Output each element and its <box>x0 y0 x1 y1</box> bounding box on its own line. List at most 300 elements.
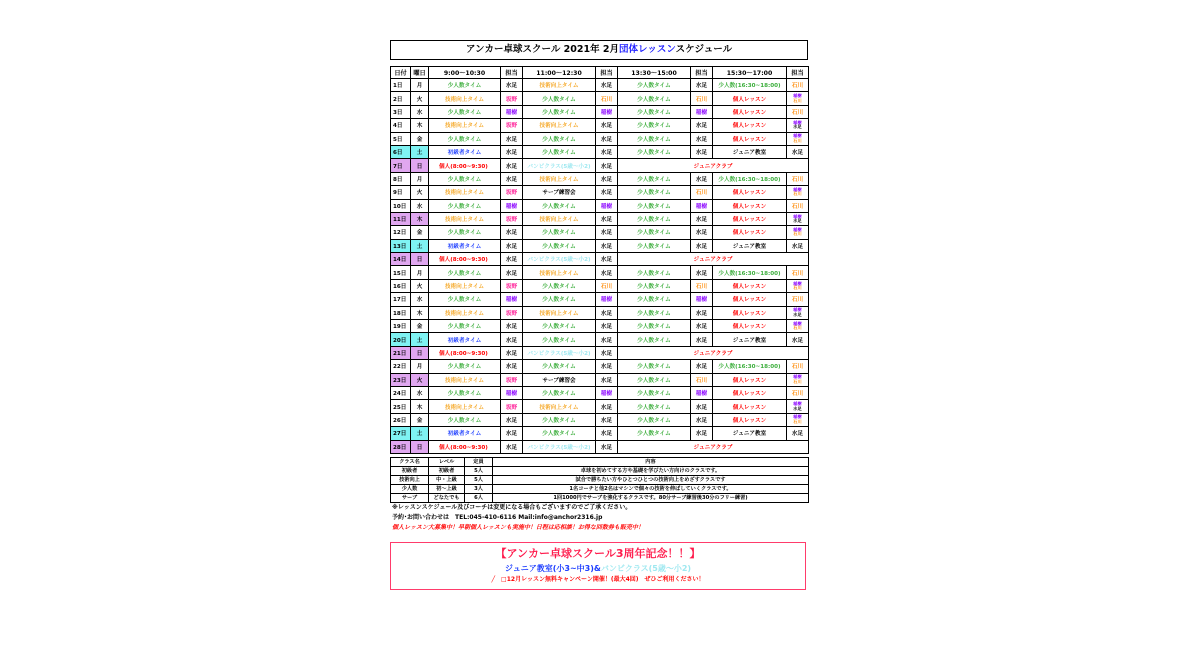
teacher-cell: 水足 <box>691 79 713 92</box>
lesson-cell: 少人数タイム <box>523 145 596 158</box>
class-info-heading: レベル <box>429 457 465 466</box>
lesson-cell: 少人数タイム <box>523 199 596 212</box>
lesson-cell: 少人数タイム <box>618 293 691 306</box>
class-info-cell: 5人 <box>465 466 493 475</box>
teacher-cell: 坂野 <box>501 400 523 413</box>
lesson-cell: 少人数タイム <box>429 266 501 279</box>
date-cell: 3日 <box>391 105 411 118</box>
teacher-cell: 坂野 <box>501 212 523 225</box>
teacher-cell: 石川 <box>787 386 809 399</box>
schedule-row <box>391 333 809 346</box>
teacher-cell: 石川 <box>691 186 713 199</box>
teacher-cell: 水足 <box>596 320 618 333</box>
teacher-cell: 水足 <box>691 212 713 225</box>
teacher-cell: 稲樹 <box>596 293 618 306</box>
lesson-cell: 少人数タイム <box>618 333 691 346</box>
teacher-name: 石川 <box>793 137 802 143</box>
date-cell: 9日 <box>391 186 411 199</box>
class-info-cell: 初～上級 <box>429 484 465 493</box>
junior-club-cell: ジュニアクラブ <box>618 346 809 359</box>
teacher-cell: 水足 <box>501 145 523 158</box>
date-cell: 19日 <box>391 320 411 333</box>
teacher-cell: 石川 <box>787 360 809 373</box>
date-cell: 14日 <box>391 253 411 266</box>
weekday-cell: 土 <box>411 145 429 158</box>
date-cell: 25日 <box>391 400 411 413</box>
schedule-row <box>391 172 809 185</box>
class-info-body <box>391 466 809 502</box>
lesson-cell: 個人レッスン <box>713 226 787 239</box>
teacher-cell <box>787 320 809 333</box>
lesson-cell: 少人数タイム <box>618 266 691 279</box>
weekday-cell: 月 <box>411 266 429 279</box>
teacher-cell <box>787 413 809 426</box>
lesson-cell: 個人レッスン <box>713 212 787 225</box>
schedule-row <box>391 226 809 239</box>
lesson-cell: 個人レッスン <box>713 199 787 212</box>
title-suffix: スケジュール <box>675 44 733 55</box>
weekday-cell: 水 <box>411 199 429 212</box>
lesson-cell: 技術向上タイム <box>429 92 501 105</box>
lesson-cell: 少人数タイム <box>618 186 691 199</box>
teacher-cell: 水足 <box>501 320 523 333</box>
lesson-cell: 少人数タイム <box>618 306 691 319</box>
teacher-cell: 坂野 <box>501 186 523 199</box>
teacher-cell: 石川 <box>787 105 809 118</box>
lesson-cell: 少人数タイム <box>618 320 691 333</box>
lesson-cell: 少人数タイム <box>523 386 596 399</box>
lesson-cell: 少人数タイム <box>618 79 691 92</box>
date-cell: 10日 <box>391 199 411 212</box>
teacher-cell <box>787 119 809 132</box>
weekday-cell: 土 <box>411 427 429 440</box>
weekday-cell: 水 <box>411 386 429 399</box>
teacher-cell: 水足 <box>501 360 523 373</box>
lesson-cell: 技術向上タイム <box>429 119 501 132</box>
teacher-cell: 石川 <box>787 199 809 212</box>
teacher-cell: 石川 <box>787 293 809 306</box>
teacher-cell: 稲樹 <box>596 105 618 118</box>
class-info-row <box>391 484 809 493</box>
class-info-cell: 5人 <box>465 475 493 484</box>
junior-club-cell: ジュニアクラブ <box>618 440 809 453</box>
lesson-cell: 少人数タイム <box>429 132 501 145</box>
teacher-cell: 水足 <box>596 79 618 92</box>
junior-club-cell: ジュニアクラブ <box>618 159 809 172</box>
schedule-row <box>391 212 809 225</box>
teacher-cell: 水足 <box>787 427 809 440</box>
lesson-cell: サーブ練習会 <box>523 373 596 386</box>
notes <box>390 503 808 533</box>
note-change: ※レッスンスケジュール及びコーチは変更になる場合もございますのでご了承ください。 <box>392 503 632 511</box>
lesson-cell: 個人レッスン <box>713 386 787 399</box>
bambi-class-cell: バンビクラス(5歳～小2) <box>523 253 596 266</box>
schedule-row <box>391 279 809 292</box>
schedule-header-row <box>391 67 809 79</box>
class-info-cell: 中・上級 <box>429 475 465 484</box>
lesson-cell: 技術向上タイム <box>429 400 501 413</box>
teacher-cell: 石川 <box>691 279 713 292</box>
teacher-cell: 水足 <box>691 145 713 158</box>
class-info-row <box>391 466 809 475</box>
teacher-cell: 水足 <box>596 239 618 252</box>
teacher-cell <box>787 212 809 225</box>
teacher-name: 稲樹 <box>793 280 802 286</box>
teacher-name: 稲樹 <box>793 307 802 313</box>
teacher-cell: 水足 <box>787 145 809 158</box>
column-header: 15:30～17:00 <box>713 67 787 79</box>
weekday-cell: 土 <box>411 239 429 252</box>
schedule-body <box>391 79 809 454</box>
teacher-name: 水足 <box>793 218 802 224</box>
teacher-cell: 水足 <box>691 266 713 279</box>
weekday-cell: 月 <box>411 79 429 92</box>
teacher-name: 稲樹 <box>793 414 802 420</box>
lesson-cell: 個人レッスン <box>713 92 787 105</box>
lesson-cell: 少人数タイム <box>523 427 596 440</box>
schedule-row <box>391 105 809 118</box>
date-cell: 27日 <box>391 427 411 440</box>
lesson-cell: 少人数タイム <box>618 199 691 212</box>
lesson-cell: 少人数タイム <box>429 320 501 333</box>
lesson-cell: 個人レッスン <box>713 400 787 413</box>
lesson-cell: 少人数タイム <box>618 427 691 440</box>
teacher-cell: 水足 <box>691 427 713 440</box>
teacher-name: 石川 <box>793 418 802 424</box>
private-lesson-cell: 個人(8:00~9:30) <box>429 253 501 266</box>
lesson-cell: 技術向上タイム <box>523 306 596 319</box>
lesson-cell: 少人数タイム <box>523 413 596 426</box>
teacher-cell: 水足 <box>691 119 713 132</box>
lesson-cell: 技術向上タイム <box>523 172 596 185</box>
teacher-name: 石川 <box>793 97 802 103</box>
teacher-cell: 稲樹 <box>691 386 713 399</box>
teacher-cell: 坂野 <box>501 119 523 132</box>
bambi-class-cell: バンビクラス(5歳～小2) <box>523 159 596 172</box>
weekday-cell: 日 <box>411 253 429 266</box>
column-header: 担当 <box>596 67 618 79</box>
teacher-cell: 水足 <box>691 306 713 319</box>
teacher-cell: 稲樹 <box>501 386 523 399</box>
lesson-cell: 少人数タイム <box>429 172 501 185</box>
lesson-cell: 少人数タイム <box>618 92 691 105</box>
note-private-lesson: 個人レッスン大募集中！早朝個人レッスンも実施中！日程は応相談！お得な回数券も販売中！ <box>392 523 644 531</box>
lesson-cell: ジュニア教室 <box>713 333 787 346</box>
bambi-class-cell: バンビクラス(5歳～小2) <box>523 346 596 359</box>
weekday-cell: 金 <box>411 226 429 239</box>
column-header: 9:00～10:30 <box>429 67 501 79</box>
teacher-cell: 稲樹 <box>501 293 523 306</box>
schedule-row <box>391 386 809 399</box>
lesson-cell: 少人数タイム <box>618 413 691 426</box>
schedule-row <box>391 239 809 252</box>
lesson-cell: 技術向上タイム <box>429 279 501 292</box>
class-info-row <box>391 493 809 502</box>
private-lesson-cell: 個人(8:00~9:30) <box>429 440 501 453</box>
teacher-cell: 水足 <box>501 333 523 346</box>
teacher-cell: 坂野 <box>501 306 523 319</box>
teacher-name: 石川 <box>793 285 802 291</box>
lesson-cell: 少人数(16:30~18:00) <box>713 172 787 185</box>
date-cell: 16日 <box>391 279 411 292</box>
date-cell: 8日 <box>391 172 411 185</box>
class-info-heading: クラス名 <box>391 457 429 466</box>
teacher-cell: 水足 <box>501 132 523 145</box>
weekday-cell: 木 <box>411 119 429 132</box>
schedule-row <box>391 360 809 373</box>
lesson-cell: 少人数タイム <box>523 320 596 333</box>
class-info-heading: 内容 <box>493 457 809 466</box>
lesson-cell: 少人数タイム <box>523 92 596 105</box>
teacher-cell: 水足 <box>501 253 523 266</box>
teacher-name: 稲樹 <box>793 213 802 219</box>
teacher-cell: 稲樹 <box>596 386 618 399</box>
date-cell: 1日 <box>391 79 411 92</box>
date-cell: 22日 <box>391 360 411 373</box>
class-info-cell: サーブ <box>391 493 429 502</box>
teacher-cell: 水足 <box>691 413 713 426</box>
lesson-cell: 個人レッスン <box>713 320 787 333</box>
lesson-cell: 少人数タイム <box>523 279 596 292</box>
lesson-cell: 少人数タイム <box>618 373 691 386</box>
lesson-cell: 少人数タイム <box>523 132 596 145</box>
schedule-row <box>391 266 809 279</box>
teacher-cell: 水足 <box>501 172 523 185</box>
teacher-cell: 石川 <box>787 79 809 92</box>
date-cell: 2日 <box>391 92 411 105</box>
weekday-cell: 火 <box>411 186 429 199</box>
lesson-cell: 個人レッスン <box>713 306 787 319</box>
weekday-cell: 日 <box>411 346 429 359</box>
teacher-cell: 水足 <box>596 186 618 199</box>
lesson-cell: 少人数タイム <box>523 360 596 373</box>
class-info-table <box>390 457 809 503</box>
teacher-cell: 水足 <box>596 400 618 413</box>
lesson-cell: 少人数タイム <box>618 239 691 252</box>
column-header: 担当 <box>501 67 523 79</box>
lesson-cell: 少人数タイム <box>429 293 501 306</box>
teacher-name: 稲樹 <box>793 93 802 99</box>
weekday-cell: 日 <box>411 159 429 172</box>
promo-campaign: ╱ □12月レッスン無料キャンペーン開催！(最大4回) ぜひご利用ください！ <box>491 575 705 583</box>
date-cell: 24日 <box>391 386 411 399</box>
class-info-cell: 卓球を初めてする方や基礎を学びたい方向けのクラスです。 <box>493 466 809 475</box>
date-cell: 20日 <box>391 333 411 346</box>
teacher-cell: 水足 <box>596 119 618 132</box>
lesson-cell: 技術向上タイム <box>523 119 596 132</box>
teacher-cell: 水足 <box>596 266 618 279</box>
teacher-cell <box>787 279 809 292</box>
teacher-cell: 水足 <box>501 79 523 92</box>
lesson-cell: 少人数タイム <box>618 400 691 413</box>
teacher-name: 水足 <box>793 311 802 317</box>
teacher-cell: 水足 <box>691 320 713 333</box>
class-info-cell: 初級者 <box>429 466 465 475</box>
teacher-cell: 水足 <box>501 239 523 252</box>
lesson-cell: 初級者タイム <box>429 145 501 158</box>
teacher-cell: 坂野 <box>501 373 523 386</box>
schedule-sheet <box>390 40 808 590</box>
schedule-table <box>390 66 809 454</box>
teacher-cell <box>787 306 809 319</box>
teacher-cell: 稲樹 <box>596 199 618 212</box>
teacher-cell: 水足 <box>501 346 523 359</box>
class-info-cell: 3人 <box>465 484 493 493</box>
class-info-cell: 試合で勝ちたい方やひとつひとつの技術向上をめざすクラスです <box>493 475 809 484</box>
column-header: 担当 <box>787 67 809 79</box>
schedule-row <box>391 400 809 413</box>
column-header: 11:00～12:30 <box>523 67 596 79</box>
teacher-cell: 水足 <box>691 239 713 252</box>
schedule-row <box>391 293 809 306</box>
lesson-cell: 少人数タイム <box>618 172 691 185</box>
teacher-cell: 稲樹 <box>691 105 713 118</box>
schedule-row <box>391 253 809 266</box>
teacher-cell: 水足 <box>596 253 618 266</box>
lesson-cell: 技術向上タイム <box>523 79 596 92</box>
lesson-cell: サーブ練習会 <box>523 186 596 199</box>
teacher-name: 稲樹 <box>793 374 802 380</box>
lesson-cell: 個人レッスン <box>713 373 787 386</box>
schedule-row <box>391 119 809 132</box>
lesson-cell: 個人レッスン <box>713 186 787 199</box>
teacher-cell: 水足 <box>691 333 713 346</box>
lesson-cell: 少人数タイム <box>618 360 691 373</box>
lesson-cell: 少人数タイム <box>618 226 691 239</box>
schedule-row <box>391 306 809 319</box>
promo-junior: ジュニア教室(小3~中3)& <box>504 563 601 573</box>
schedule-row <box>391 145 809 158</box>
teacher-name: 稲樹 <box>793 186 802 192</box>
teacher-cell: 水足 <box>501 226 523 239</box>
teacher-name: 稲樹 <box>793 133 802 139</box>
lesson-cell: 少人数タイム <box>429 105 501 118</box>
schedule-row <box>391 373 809 386</box>
teacher-name: 石川 <box>793 325 802 331</box>
teacher-cell <box>787 186 809 199</box>
lesson-cell: 少人数タイム <box>429 413 501 426</box>
teacher-cell: 水足 <box>501 159 523 172</box>
lesson-cell: 個人レッスン <box>713 293 787 306</box>
lesson-cell: 少人数タイム <box>618 386 691 399</box>
weekday-cell: 土 <box>411 333 429 346</box>
class-info-header <box>391 457 809 466</box>
teacher-cell: 水足 <box>691 226 713 239</box>
teacher-cell: 水足 <box>501 427 523 440</box>
teacher-name: 石川 <box>793 191 802 197</box>
schedule-row <box>391 346 809 359</box>
weekday-cell: 水 <box>411 293 429 306</box>
lesson-cell: 少人数タイム <box>429 79 501 92</box>
date-cell: 4日 <box>391 119 411 132</box>
teacher-cell: 水足 <box>691 400 713 413</box>
promo-box <box>390 542 806 590</box>
teacher-cell: 石川 <box>691 92 713 105</box>
teacher-cell: 水足 <box>787 239 809 252</box>
lesson-cell: 少人数タイム <box>523 239 596 252</box>
teacher-cell: 水足 <box>596 440 618 453</box>
date-cell: 6日 <box>391 145 411 158</box>
schedule-row <box>391 186 809 199</box>
teacher-cell: 水足 <box>501 266 523 279</box>
schedule-row <box>391 159 809 172</box>
teacher-cell: 水足 <box>596 172 618 185</box>
title-highlight: 団体レッスン <box>619 44 676 55</box>
teacher-name: 稲樹 <box>793 119 802 125</box>
lesson-cell: 初級者タイム <box>429 333 501 346</box>
private-lesson-cell: 個人(8:00~9:30) <box>429 346 501 359</box>
lesson-cell: 技術向上タイム <box>523 266 596 279</box>
lesson-cell: 個人レッスン <box>713 132 787 145</box>
class-info-cell: 1回1000円でサーブを強化するクラスです。80分サーブ練習後30分のフリー練習) <box>493 493 809 502</box>
class-info-heading: 定員 <box>465 457 493 466</box>
weekday-cell: 火 <box>411 279 429 292</box>
class-info-cell: 6人 <box>465 493 493 502</box>
bambi-class-cell: バンビクラス(5歳～小2) <box>523 440 596 453</box>
private-lesson-cell: 個人(8:00~9:30) <box>429 159 501 172</box>
column-header: 日付 <box>391 67 411 79</box>
teacher-cell: 坂野 <box>501 279 523 292</box>
teacher-cell: 稲樹 <box>501 199 523 212</box>
class-info-cell: 少人数 <box>391 484 429 493</box>
column-header: 13:30～15:00 <box>618 67 691 79</box>
column-header: 曜日 <box>411 67 429 79</box>
teacher-cell <box>787 373 809 386</box>
class-info-row <box>391 475 809 484</box>
lesson-cell: 少人数タイム <box>618 145 691 158</box>
teacher-name: 石川 <box>793 231 802 237</box>
teacher-cell: 水足 <box>596 226 618 239</box>
teacher-cell: 水足 <box>691 132 713 145</box>
weekday-cell: 火 <box>411 373 429 386</box>
weekday-cell: 日 <box>411 440 429 453</box>
teacher-cell: 石川 <box>596 279 618 292</box>
lesson-cell: 少人数タイム <box>618 105 691 118</box>
teacher-cell: 水足 <box>691 172 713 185</box>
teacher-cell: 石川 <box>787 172 809 185</box>
date-cell: 13日 <box>391 239 411 252</box>
teacher-cell: 水足 <box>596 413 618 426</box>
teacher-cell: 水足 <box>596 159 618 172</box>
teacher-cell: 水足 <box>691 360 713 373</box>
teacher-cell: 水足 <box>501 413 523 426</box>
promo-classes <box>391 562 805 575</box>
teacher-cell: 水足 <box>596 427 618 440</box>
lesson-cell: ジュニア教室 <box>713 239 787 252</box>
class-info-cell: 1名コーチと他2名はマシンで個々の技術を伸ばしていくクラスです。 <box>493 484 809 493</box>
lesson-cell: 技術向上タイム <box>523 212 596 225</box>
teacher-name: 稲樹 <box>793 320 802 326</box>
schedule-row <box>391 320 809 333</box>
schedule-row <box>391 79 809 92</box>
date-cell: 23日 <box>391 373 411 386</box>
date-cell: 21日 <box>391 346 411 359</box>
teacher-cell: 水足 <box>596 212 618 225</box>
weekday-cell: 木 <box>411 400 429 413</box>
note-contact: 予約･お問い合わせは TEL:045-410-6116 Mail:info@anchor2316.jp <box>392 513 603 521</box>
lesson-cell: 個人レッスン <box>713 279 787 292</box>
teacher-cell: 水足 <box>596 346 618 359</box>
teacher-name: 稲樹 <box>793 401 802 407</box>
title-prefix: アンカー卓球スクール 2021年 2月 <box>465 44 620 55</box>
teacher-cell: 稲樹 <box>501 105 523 118</box>
date-cell: 26日 <box>391 413 411 426</box>
lesson-cell: 少人数タイム <box>618 132 691 145</box>
weekday-cell: 水 <box>411 105 429 118</box>
lesson-cell: 技術向上タイム <box>429 373 501 386</box>
teacher-cell: 水足 <box>596 132 618 145</box>
teacher-name: 稲樹 <box>793 226 802 232</box>
